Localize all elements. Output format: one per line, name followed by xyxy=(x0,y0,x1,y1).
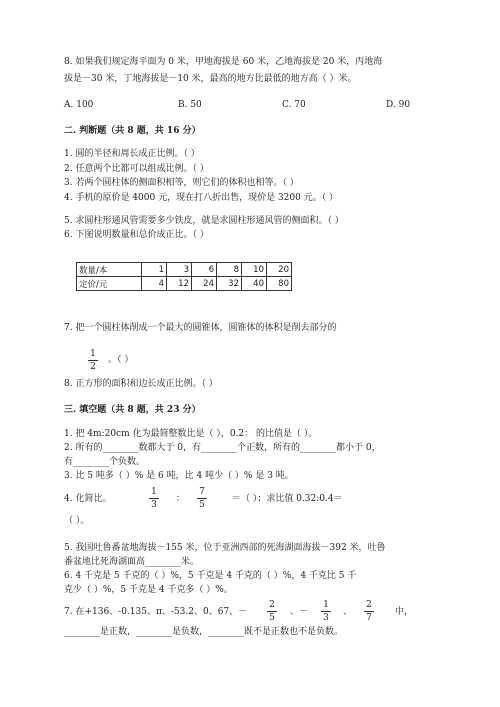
l4-colon: ： xyxy=(176,494,186,504)
table-cell: 80 xyxy=(267,277,292,291)
q8-line1: 8. 如果我们规定海平面为 0 米，甲地海拔是 60 米，乙地海拔是 20 米，丙地海 xyxy=(64,57,383,67)
s2-item-3: 3. 若两个圆柱体的侧面积相等，则它们的体积也相等。（ ） xyxy=(64,178,299,188)
l7-sep-2: 、 xyxy=(343,607,353,617)
table-cell: 20 xyxy=(267,263,292,277)
table-row xyxy=(77,277,292,291)
fraction-denominator: 5 xyxy=(199,500,205,510)
price-table xyxy=(76,262,292,291)
q8-option-d: D. 90 xyxy=(386,100,411,110)
q7-fraction xyxy=(88,349,98,372)
section3-title: 三. 填空题（共 8 题，共 23 分） xyxy=(64,405,201,415)
fraction-numerator: 2 xyxy=(269,600,275,610)
l4-fraction-1 xyxy=(149,487,159,510)
table-cell: 6 xyxy=(192,263,217,277)
s2-item-8: 8. 正方形的面积和边长成正比例。（ ） xyxy=(64,379,218,389)
table-cell: 数量/本 xyxy=(77,263,142,277)
fraction-denominator: 2 xyxy=(90,362,96,372)
table-cell: 1 xyxy=(142,263,167,277)
fraction-numerator: 7 xyxy=(199,487,205,497)
l7-sep-1: 、－ xyxy=(290,607,309,617)
s3-line-6b: 克少（ ）%，5 千克是 4 千克多（ ）%。 xyxy=(64,585,233,595)
s2-item-4: 4. 手机的原价是 4000 元，现在打八折出售，现价是 3200 元。（ ） xyxy=(64,193,339,203)
fraction-numerator: 2 xyxy=(366,600,372,610)
table-cell: 24 xyxy=(192,277,217,291)
l4-fraction-2 xyxy=(197,487,207,510)
s3-line-7b: ________是正数，________是负数，________既不是正数也不是负数。 xyxy=(64,627,344,637)
s3-line-4-head: 4. 化简比。 xyxy=(64,494,112,504)
fraction-denominator: 3 xyxy=(151,500,157,510)
table-cell: 4 xyxy=(142,277,167,291)
s3-line-7-tail: 中， xyxy=(395,607,414,617)
table-cell: 12 xyxy=(167,277,192,291)
s3-line-3: 3. 比 5 吨多（ ）% 是 6 吨，比 4 吨少（ ）% 是 3 吨。 xyxy=(64,471,294,481)
q8-option-c: C. 70 xyxy=(282,100,306,110)
q8-option-b: B. 50 xyxy=(178,100,202,110)
s2-item-2: 2. 任意两个比都可以组成比例。（ ） xyxy=(64,164,209,174)
s3-line-2a: 2. 所有的________数都大于 0，有________个正数，所有的________都小于 0， xyxy=(64,443,381,453)
fraction-numerator: 1 xyxy=(323,600,329,610)
s3-line-5a: 5. 我国吐鲁番盆地海拔－155 米，位于亚洲西部的死海湖面海拔－392 米，吐鲁 xyxy=(64,543,386,553)
table-cell: 10 xyxy=(242,263,267,277)
l7-fraction-1 xyxy=(267,600,277,623)
l7-fraction-3 xyxy=(364,600,374,623)
q8-line2: 拔是－30 米，丁地海拔是－10 米，最高的地方比最低的地方高（ ）米。 xyxy=(64,74,357,84)
q8-option-a: A. 100 xyxy=(64,100,94,110)
s3-line-7-head: 7. 在+136、-0.135、π、-53.2、0、67、－ xyxy=(64,607,248,617)
fraction-denominator: 5 xyxy=(269,613,275,623)
fraction-denominator: 7 xyxy=(366,613,372,623)
s2-item-6: 6. 下图说明数量和总价成正比。（ ） xyxy=(64,230,209,240)
table-cell: 3 xyxy=(167,263,192,277)
s2-item-5: 5. 求圆柱形通风管需要多少铁皮，就是求圆柱形通风管的侧面积。（ ） xyxy=(64,216,344,226)
table-cell: 8 xyxy=(217,263,242,277)
fraction-numerator: 1 xyxy=(151,487,157,497)
s3-line-5b: 番盆地比死海湖面高________米。 xyxy=(64,557,200,567)
s3-line-6a: 6. 4 千克是 5 千克的（ ）%，5 千克是 4 千克的（ ）%，4 千克比 5 千 xyxy=(64,571,357,581)
fraction-numerator: 1 xyxy=(90,349,96,359)
l7-fraction-2 xyxy=(321,600,331,623)
fraction-denominator: 3 xyxy=(323,613,329,623)
s3-line-2b: 有________个负数。 xyxy=(64,457,146,467)
table-cell: 32 xyxy=(217,277,242,291)
s3-line-4b: （ ）。 xyxy=(64,516,90,526)
table-cell: 40 xyxy=(242,277,267,291)
table-cell: 定价/元 xyxy=(77,277,142,291)
s2-item-7-tail: 。（ ） xyxy=(108,355,134,365)
s3-line-4-tail: ＝（ ）；求比值 0.32:0.4＝ xyxy=(232,494,343,504)
s2-item-7: 7. 把一个圆柱体削成一个最大的圆锥体，圆锥体的体积是削去部分的 xyxy=(64,323,337,333)
s2-item-1: 1. 圆的半径和周长成正比例。（ ） xyxy=(64,149,200,159)
section2-title: 二. 判断题（共 8 题，共 16 分） xyxy=(64,126,201,136)
table-row xyxy=(77,263,292,277)
s3-line-1: 1. 把 4m:20cm 化为最简整数比是（ ），0.2： 的比值是（ ）。 xyxy=(64,429,318,439)
